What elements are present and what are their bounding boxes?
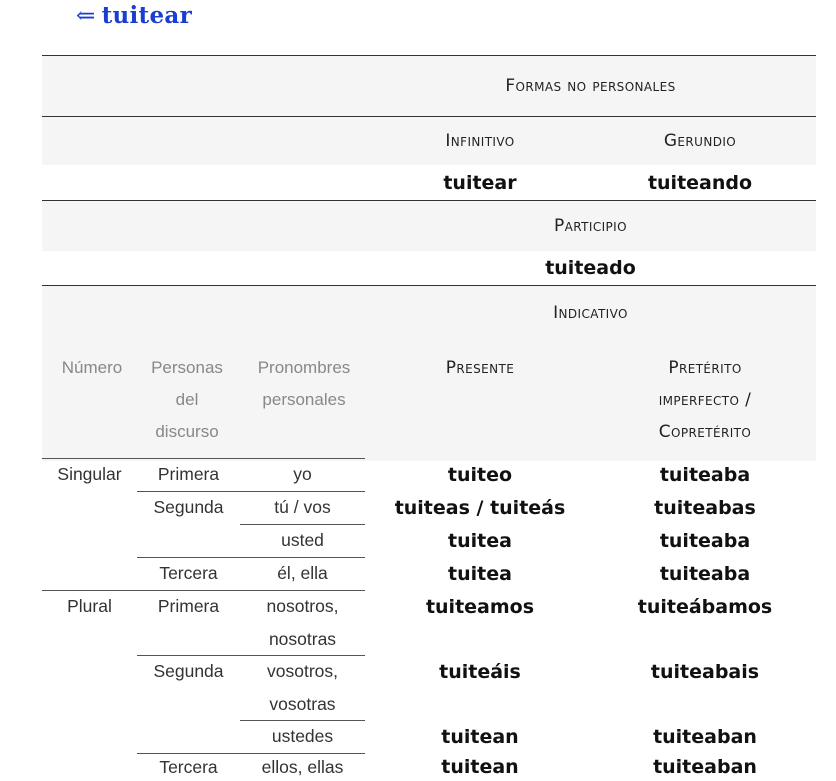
col-header-pronombres: Pronombres personales: [257, 358, 351, 409]
section-title-formas: Formas no personales: [505, 76, 676, 96]
row-presente: tuiteáis: [439, 660, 521, 683]
gerund-label: Gerundio: [663, 131, 737, 151]
row-presente: tuiteas / tuiteás: [394, 496, 566, 519]
participle-label: Participio: [554, 216, 627, 236]
col-header-personas: Personas del discurso: [151, 358, 223, 441]
row-imperfecto: tuiteaban: [653, 725, 757, 748]
row-presente: tuitean: [441, 756, 519, 778]
row-pronombre: ustedes: [271, 726, 334, 746]
row-pronombre: yo: [293, 464, 312, 484]
col-header-numero: Número: [61, 358, 123, 377]
row-numero: Plural: [67, 596, 112, 616]
row-pronombre: usted: [281, 530, 324, 550]
back-arrow-icon: ⇐: [76, 3, 96, 29]
row-persona: Segunda: [153, 661, 224, 681]
row-persona: Tercera: [159, 756, 218, 777]
infinitive-value: tuitear: [443, 171, 517, 194]
row-imperfecto: tuiteaba: [659, 529, 751, 552]
back-link-title: tuitear: [101, 2, 193, 29]
gerund-value: tuiteando: [647, 171, 753, 194]
row-pronombre: vosotros, vosotras: [267, 661, 338, 714]
row-numero: Singular: [57, 464, 122, 484]
row-pronombre: nosotros, nosotras: [266, 596, 339, 649]
row-imperfecto: tuiteábamos: [637, 595, 773, 618]
row-presente: tuitea: [448, 529, 512, 552]
row-persona: Primera: [157, 596, 220, 616]
infinitive-label: Infinitivo: [445, 131, 515, 151]
row-presente: tuitea: [448, 562, 512, 585]
section-title-indicativo: Indicativo: [553, 303, 628, 323]
participle-value: tuiteado: [545, 257, 636, 279]
row-imperfecto: tuiteaba: [659, 562, 751, 585]
row-imperfecto: tuiteaba: [659, 463, 751, 486]
row-imperfecto: tuiteabais: [650, 660, 760, 683]
row-pronombre: él, ella: [277, 563, 328, 583]
row-imperfecto: tuiteabas: [654, 496, 756, 519]
row-presente: tuiteo: [447, 463, 513, 486]
col-header-imperfecto: Pretérito imperfecto / Copretérito: [658, 358, 752, 442]
row-pronombre: ellos, ellas: [261, 756, 344, 777]
row-pronombre: tú / vos: [274, 497, 331, 517]
row-presente: tuitean: [441, 725, 519, 748]
row-persona: Primera: [157, 464, 220, 484]
row-persona: Segunda: [153, 497, 224, 517]
col-header-presente: Presente: [445, 358, 515, 378]
back-link[interactable]: [76, 2, 192, 29]
row-imperfecto: tuiteaban: [653, 756, 757, 778]
row-presente: tuiteamos: [425, 595, 535, 618]
row-persona: Tercera: [159, 563, 218, 583]
